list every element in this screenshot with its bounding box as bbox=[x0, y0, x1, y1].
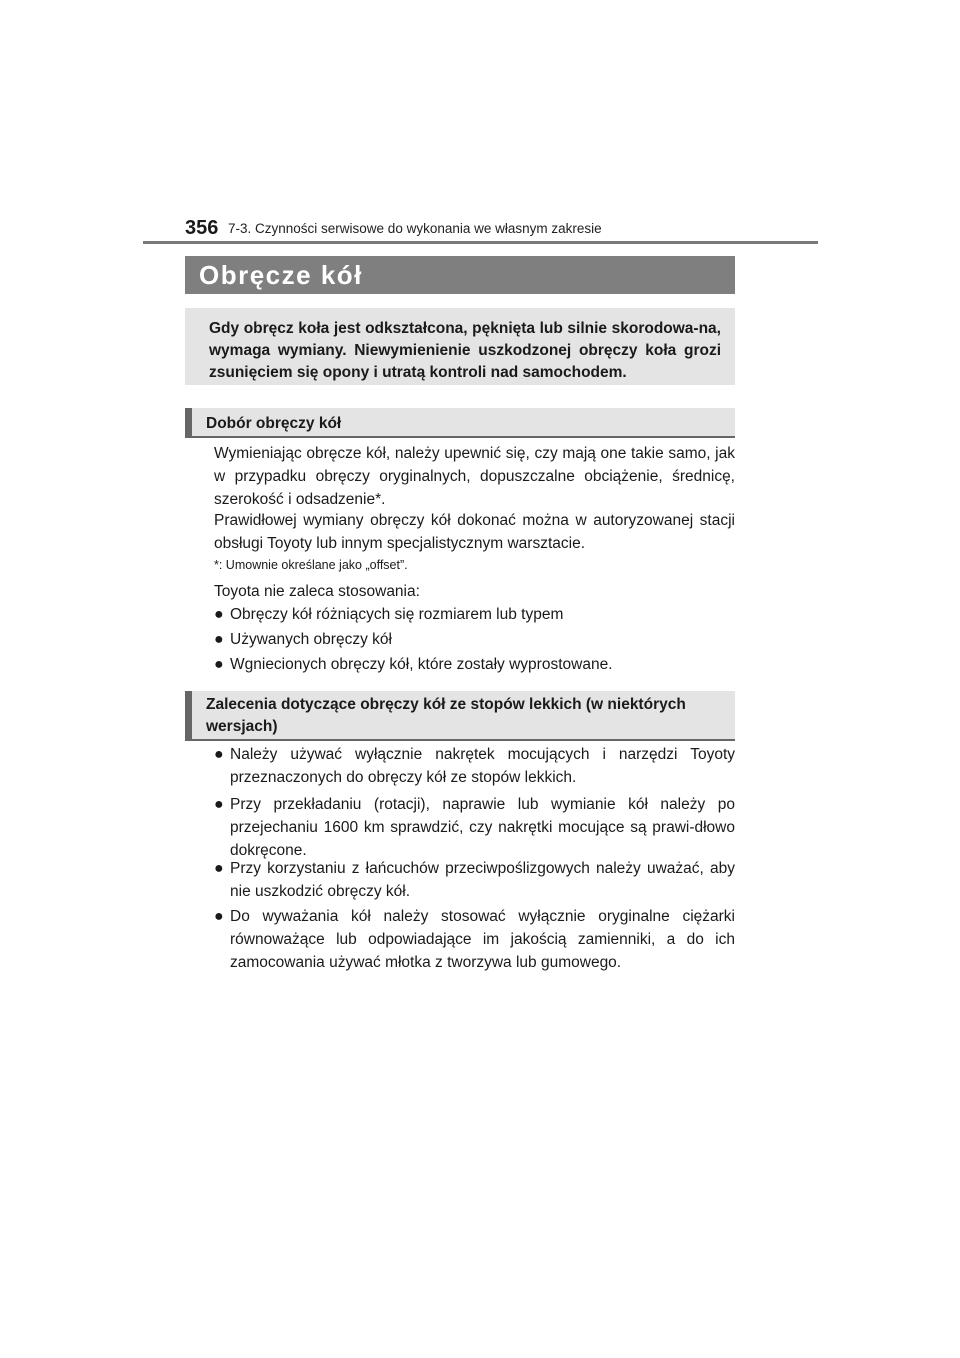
running-header: 7-3. Czynności serwisowe do wykonania we własnym zakresie bbox=[228, 221, 602, 236]
list-item: ● Obręczy kół różniących się rozmiarem lub typem bbox=[214, 603, 735, 626]
subsection-heading-text: Dobór obręczy kół bbox=[206, 415, 342, 432]
bullet-icon: ● bbox=[214, 631, 224, 648]
list-item: ● Należy używać wyłącznie nakrętek mocujących i narzędzi Toyoty przeznaczonych do obręczy kół ze stopów lekkich. bbox=[214, 743, 735, 789]
list-item: ● Używanych obręczy kół bbox=[214, 628, 735, 651]
bullet-icon: ● bbox=[214, 860, 224, 877]
page-number: 356 bbox=[185, 217, 219, 239]
paragraph-service: Prawidłowej wymiany obręczy kół dokonać można w autoryzowanej stacji obsługi Toyoty lub innym specjalistycznym warsztacie. bbox=[214, 512, 735, 552]
header-rule bbox=[143, 241, 818, 244]
subsection-heading-text: Zalecenia dotyczące obręczy kół ze stopów lekkich (w niektórych wersjach) bbox=[206, 696, 686, 735]
list-item: ● Przy korzystaniu z łańcuchów przeciwpoślizgowych należy uważać, aby nie uszkodzić obręczy kół. bbox=[214, 857, 735, 903]
list-item: ● Przy przekładaniu (rotacji), naprawie lub wymianie kół należy po przejechaniu 1600 km sprawdzić, czy nakrętki mocujące są prawi-dłowo dokręcone. bbox=[214, 793, 735, 862]
footnote: *: Umownie określane jako „offset”. bbox=[214, 558, 408, 572]
bullet-icon: ● bbox=[214, 796, 224, 813]
subsection-heading-selection bbox=[185, 408, 735, 438]
bullet-icon: ● bbox=[214, 746, 224, 763]
page-title: Obręcze kół bbox=[199, 260, 363, 290]
section-title-bar bbox=[185, 256, 735, 294]
paragraph-selection: Wymieniając obręcze kół, należy upewnić się, czy mają one takie samo, jak w przypadku obręczy oryginalnych, dopuszczalne obciążenie, średnicę, szerokość i odsadzenie*. bbox=[214, 445, 735, 508]
list-item: ● Do wyważania kół należy stosować wyłącznie oryginalne ciężarki równoważące lub odpowiadające im jakością zamienniki, a do ich zamocowania używać młotka z tworzywa lub gumowego. bbox=[214, 905, 735, 974]
bullet-icon: ● bbox=[214, 908, 224, 925]
bullet-icon: ● bbox=[214, 656, 224, 673]
list-item: ● Wgniecionych obręczy kół, które zostały wyprostowane. bbox=[214, 653, 735, 676]
intro-text: Gdy obręcz koła jest odkształcona, pęknięta lub silnie skorodowa-na, wymaga wymiany. Niewymienienie uszkodzonej obręczy koła grozi zsunięciem się opony i utratą kontroli nad samochodem. bbox=[209, 320, 721, 381]
bullet-icon: ● bbox=[214, 606, 224, 623]
subsection-heading-alloy bbox=[185, 691, 735, 741]
not-recommended-lead: Toyota nie zaleca stosowania: bbox=[214, 583, 420, 600]
intro-box bbox=[185, 308, 735, 385]
